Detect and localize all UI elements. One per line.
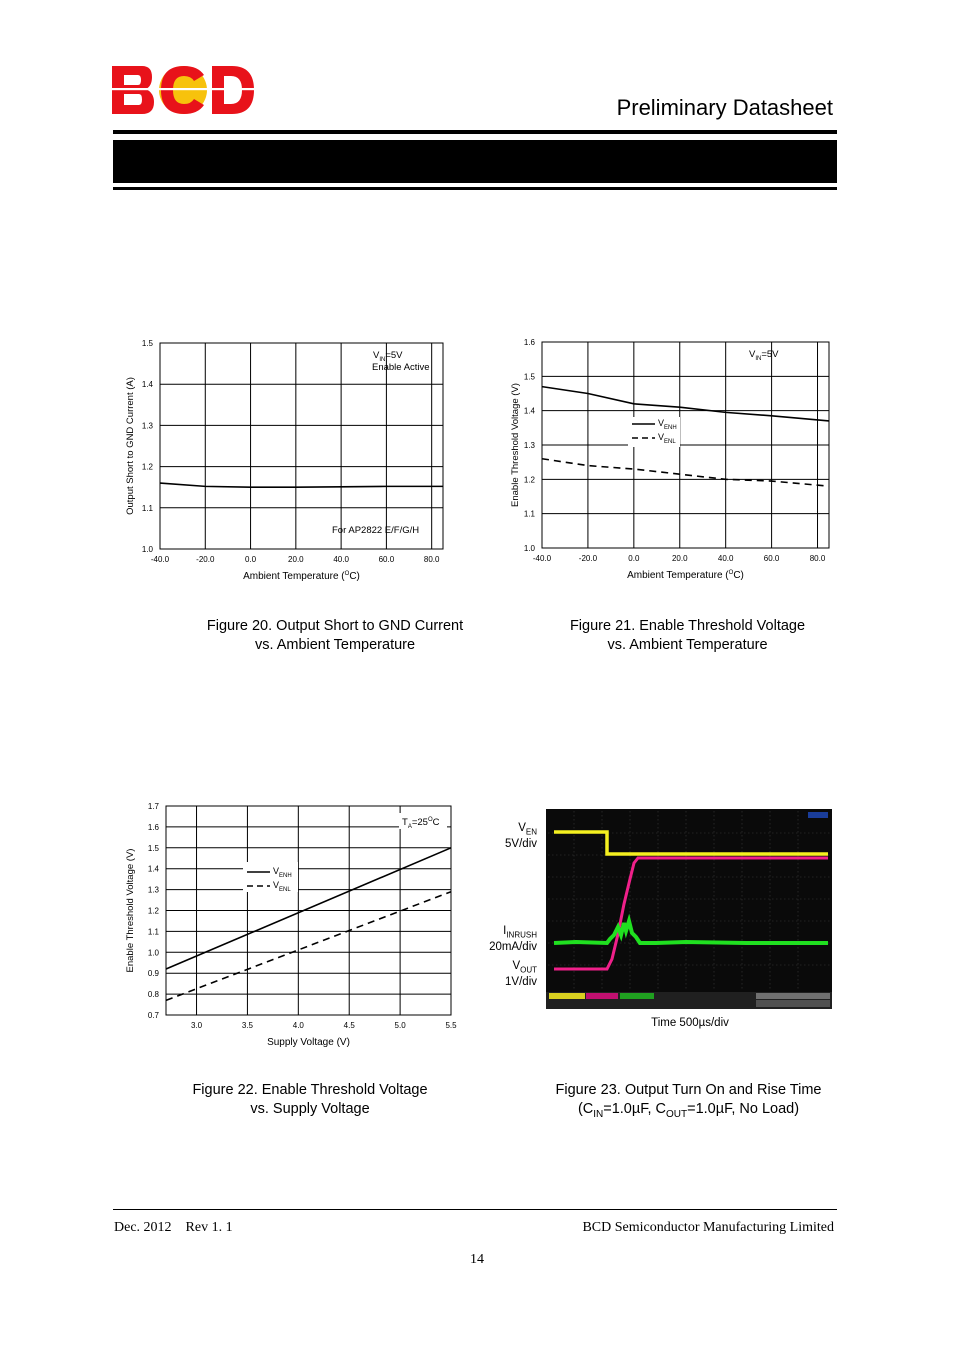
y-axis-label: Enable Threshold Voltage (V): [125, 848, 136, 973]
banner-rule: [113, 187, 837, 190]
y-tick-label: 1.5: [523, 372, 535, 382]
y-tick-label: 1.7: [147, 802, 159, 811]
x-tick-label: -40.0: [532, 554, 552, 563]
x-tick-label: 5.0: [394, 1021, 406, 1030]
x-tick-label: 20.0: [288, 555, 304, 564]
x-tick-label: 0.0: [244, 555, 257, 564]
condition-ta: $T_A=25^OC$: [402, 817, 440, 830]
y-tick-label: 1.3: [141, 421, 153, 431]
x-tick-label: 40.0: [333, 555, 349, 564]
y-tick-label: 1.2: [523, 475, 535, 485]
chart-output-short-current: [115, 330, 460, 590]
section-banner: [113, 140, 837, 183]
osc-label-iinrush: $I_{INRUSH}$ 20mA/div: [489, 925, 537, 954]
x-tick-label: -20.0: [578, 554, 598, 563]
y-tick-label: 1.5: [141, 339, 153, 348]
footer-date: Dec. 2012 Rev 1. 1: [114, 1220, 233, 1235]
x-tick-label: 4.0: [292, 1021, 304, 1030]
figure-20-caption: Figure 20. Output Short to GND Current vs. Ambient Temperature: [206, 618, 464, 653]
x-axis-label: Ambient Temperature ($^O$C): [627, 570, 744, 581]
page-number: 14: [470, 1252, 484, 1267]
y-tick-label: 1.5: [147, 843, 159, 853]
y-axis-label: Enable Threshold Voltage (V): [510, 383, 521, 507]
series-line-venh: [542, 387, 829, 421]
condition-enable: Enable Active: [372, 362, 430, 373]
x-tick-label: 5.5: [445, 1021, 457, 1030]
y-tick-label: 1.4: [141, 380, 153, 390]
legend-label-venl: $V_{ENL}$: [658, 432, 676, 445]
y-tick-label: 1.2: [141, 462, 153, 472]
y-tick-label: 1.1: [147, 927, 159, 937]
part-note: For AP2822 E/F/G/H: [332, 525, 420, 536]
legend-label-venh: $V_{ENH}$: [273, 866, 292, 879]
figure-22-caption: Figure 22. Enable Threshold Voltage vs. Supply Voltage: [192, 1082, 428, 1117]
x-axis-label: Supply Voltage (V): [267, 1037, 350, 1048]
y-tick-label: 1.1: [141, 503, 153, 513]
y-tick-label: 1.6: [523, 338, 535, 347]
y-tick-label: 1.0: [523, 544, 535, 553]
x-tick-label: -20.0: [196, 555, 215, 564]
y-tick-label: 1.0: [147, 948, 159, 958]
series-line-i_short: [160, 483, 443, 487]
x-axis-label: Ambient Temperature ($^O$C): [243, 571, 360, 582]
condition-vin: $V_{IN}=5V$: [749, 349, 779, 362]
y-tick-label: 0.8: [147, 990, 159, 1000]
x-tick-label: 4.5: [343, 1021, 355, 1030]
scope-time-label: Time 500µs/div: [651, 1017, 729, 1029]
legend-label-venl: $V_{ENL}$: [273, 880, 291, 893]
footer-company: BCD Semiconductor Manufacturing Limited: [582, 1220, 834, 1235]
bcd-logo: [112, 66, 254, 114]
x-tick-label: 20.0: [671, 554, 688, 563]
y-tick-label: 1.0: [141, 545, 153, 554]
chart-enable-threshold-temp: [500, 330, 845, 590]
x-tick-label: 80.0: [423, 555, 440, 564]
header-rule: [113, 130, 837, 134]
figure-21-caption: Figure 21. Enable Threshold Voltage vs. Ambient Temperature: [569, 618, 806, 653]
x-tick-label: 3.0: [190, 1021, 203, 1030]
y-tick-label: 1.3: [523, 441, 535, 450]
x-tick-label: 3.5: [241, 1021, 253, 1030]
x-tick-label: 80.0: [809, 554, 826, 563]
osc-label-ven: $V_{EN}$ 5V/div: [505, 822, 537, 851]
y-tick-label: 1.1: [523, 509, 535, 519]
x-tick-label: 60.0: [763, 554, 780, 563]
x-tick-label: -40.0: [150, 555, 170, 564]
x-tick-label: 40.0: [717, 554, 734, 563]
y-tick-label: 0.7: [147, 1011, 159, 1020]
x-tick-label: 60.0: [378, 555, 395, 564]
y-tick-label: 1.2: [147, 906, 159, 916]
legend-label-venh: $V_{ENH}$: [658, 418, 677, 431]
y-tick-label: 1.4: [147, 864, 159, 874]
footer-rule: [113, 1209, 837, 1210]
document-title: Preliminary Datasheet: [616, 95, 833, 120]
chart-enable-threshold-supply: [115, 795, 465, 1055]
x-tick-label: 0.0: [628, 554, 640, 563]
plot-frame: [160, 343, 443, 549]
oscilloscope-capture: [546, 809, 832, 1009]
figure-23-caption: Figure 23. Output Turn On and Rise Time ($C_{IN}=1.0\mu F$, $C_{OUT}=1.0\mu F$, No Load): [555, 1082, 822, 1120]
y-tick-label: 1.4: [523, 406, 535, 416]
y-tick-label: 0.9: [147, 969, 159, 979]
y-tick-label: 1.6: [147, 822, 159, 832]
y-tick-label: 1.3: [147, 885, 159, 895]
osc-label-vout: $V_{OUT}$ 1V/div: [505, 960, 537, 989]
y-axis-label: Output Short to GND Current (A): [125, 377, 136, 515]
condition-vin: $V_{IN}=5V$: [373, 350, 403, 363]
series-line-venl: [542, 459, 829, 486]
series-line-venh: [166, 848, 451, 969]
